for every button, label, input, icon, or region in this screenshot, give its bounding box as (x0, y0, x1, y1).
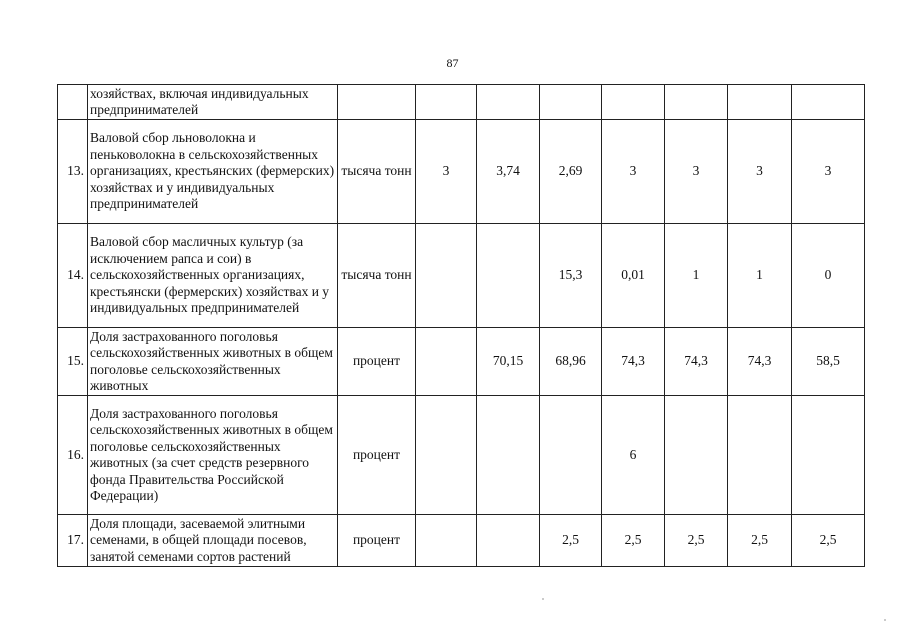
value-cell: 58,5 (792, 328, 865, 396)
value-cell (477, 515, 540, 567)
unit-cell (338, 85, 416, 120)
table-row (58, 224, 865, 328)
value-cell (728, 396, 792, 515)
value-cell: 74,3 (728, 328, 792, 396)
value-cell: 3 (416, 120, 477, 224)
indicator-name: Доля застрахованного поголовья сельскохозяйственных животных в общем поголовье сельскохозяйственных животных (88, 328, 338, 396)
value-cell (665, 85, 728, 120)
row-number: 17. (58, 515, 88, 567)
value-cell (416, 328, 477, 396)
value-cell (416, 396, 477, 515)
value-cell (540, 396, 602, 515)
table-row (58, 515, 865, 567)
value-cell: 2,69 (540, 120, 602, 224)
value-cell (792, 396, 865, 515)
value-cell (477, 224, 540, 328)
value-cell (477, 85, 540, 120)
value-cell: 3 (665, 120, 728, 224)
indicator-name: Доля застрахованного поголовья сельскохозяйственных животных в общем поголовье сельскохозяйственных животных (за счет средств резервного фонда Правительства Российской Федерации) (88, 396, 338, 515)
value-cell (416, 224, 477, 328)
value-cell (416, 515, 477, 567)
table-row (58, 396, 865, 515)
value-cell: 3 (792, 120, 865, 224)
value-cell (792, 85, 865, 120)
value-cell: 2,5 (540, 515, 602, 567)
table-row (58, 120, 865, 224)
value-cell: 3 (602, 120, 665, 224)
value-cell: 2,5 (792, 515, 865, 567)
unit-cell: процент (338, 515, 416, 567)
value-cell: 2,5 (665, 515, 728, 567)
value-cell (416, 85, 477, 120)
value-cell (665, 396, 728, 515)
indicator-name: хозяйствах, включая индивидуальных предпринимателей (88, 85, 338, 120)
row-number: 16. (58, 396, 88, 515)
value-cell: 3 (728, 120, 792, 224)
table-row (58, 328, 865, 396)
row-number: 13. (58, 120, 88, 224)
unit-cell: процент (338, 328, 416, 396)
row-number: 15. (58, 328, 88, 396)
scan-speck (542, 598, 544, 600)
value-cell: 1 (728, 224, 792, 328)
value-cell: 2,5 (728, 515, 792, 567)
indicators-table (57, 84, 865, 567)
value-cell: 3,74 (477, 120, 540, 224)
value-cell: 1 (665, 224, 728, 328)
page-number: 87 (446, 56, 459, 70)
value-cell: 0,01 (602, 224, 665, 328)
value-cell: 68,96 (540, 328, 602, 396)
value-cell (540, 85, 602, 120)
row-number (58, 85, 88, 120)
value-cell: 15,3 (540, 224, 602, 328)
indicator-name: Валовой сбор льноволокна и пеньковолокна в сельскохозяйственных организациях, крестьянских (фермерских) хозяйствах и у индивидуальных предпринимателей (88, 120, 338, 224)
value-cell (477, 396, 540, 515)
value-cell (602, 85, 665, 120)
value-cell: 70,15 (477, 328, 540, 396)
table-row (58, 85, 865, 120)
table-body (58, 85, 865, 567)
unit-cell: тысяча тонн (338, 120, 416, 224)
value-cell: 74,3 (665, 328, 728, 396)
indicator-name: Валовой сбор масличных культур (за исключением рапса и сои) в сельскохозяйственных организациях, крестьянски (фермерских) хозяйствах и у индивидуальных предпринимателей (88, 224, 338, 328)
value-cell: 74,3 (602, 328, 665, 396)
row-number: 14. (58, 224, 88, 328)
unit-cell: процент (338, 396, 416, 515)
scan-speck (884, 619, 886, 621)
value-cell: 6 (602, 396, 665, 515)
value-cell: 2,5 (602, 515, 665, 567)
unit-cell: тысяча тонн (338, 224, 416, 328)
value-cell: 0 (792, 224, 865, 328)
value-cell (728, 85, 792, 120)
indicator-name: Доля площади, засеваемой элитными семенами, в общей площади посевов, занятой семенами сортов растений (88, 515, 338, 567)
